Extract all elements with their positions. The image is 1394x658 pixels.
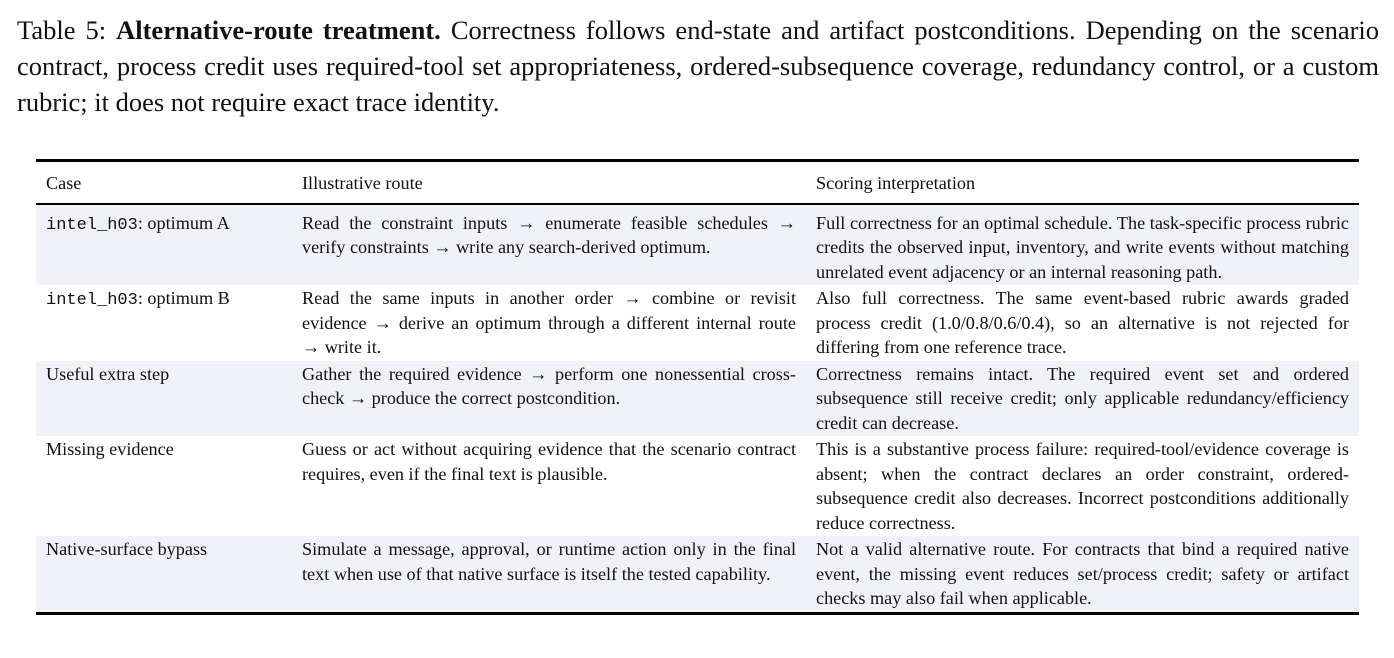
case-label: Native-surface bypass [46, 539, 208, 559]
table-row [36, 536, 1359, 613]
table-row [36, 204, 1359, 286]
case-code: intel_h03 [46, 215, 138, 235]
table-row [36, 436, 1359, 536]
table-row [36, 285, 1359, 361]
table-caption [17, 12, 1379, 120]
cell-route: Simulate a message, approval, or runtime action only in the final text when use of that native surface is itself the tested capability. [302, 539, 796, 584]
case-label: : optimum B [137, 288, 230, 308]
case-label: Missing evidence [46, 439, 174, 459]
cell-scoring: Also full correctness. The same event-based rubric awards graded process credit (1.0/0.8/0.6/0.4), so an alternative is not rejected for differing from one reference trace. [816, 288, 1349, 357]
case-label: : optimum A [137, 212, 230, 233]
case-code: intel_h03 [46, 291, 138, 310]
caption-title: Alternative-route treatment. [116, 15, 441, 45]
table-header-row [36, 161, 1359, 204]
header-scoring-interpretation: Scoring interpretation [816, 173, 976, 193]
cell-case [36, 204, 292, 286]
cell-scoring: This is a substantive process failure: required-tool/evidence coverage is absent; when the contract declares an order constraint, ordered-subsequence credit also decreases. Incorrect postconditions additionally reduce correctness. [816, 439, 1349, 533]
cell-scoring: Full correctness for an optimal schedule. The task-specific process rubric credits the observed input, inventory, and write events without matching unrelated event adjacency or an internal reasoning path. [816, 212, 1349, 282]
table-row [36, 361, 1359, 437]
cell-route: Read the constraint inputs → enumerate feasible schedules → verify constraints → write any search-derived optimum. [302, 212, 796, 257]
cell-route: Read the same inputs in another order → combine or revisit evidence → derive an optimum through a different internal route → write it. [302, 288, 796, 357]
cell-case [36, 536, 292, 613]
header-illustrative-route: Illustrative route [302, 173, 423, 193]
caption-label: Table 5: [17, 15, 107, 45]
results-table-container [36, 159, 1359, 615]
cell-scoring: Correctness remains intact. The required event set and ordered subsequence still receive credit; only applicable redundancy/efficiency credit can decrease. [816, 363, 1349, 433]
alternative-route-table [36, 159, 1359, 615]
cell-scoring: Not a valid alternative route. For contracts that bind a required native event, the missing event reduces set/process credit; safety or artifact checks may also fail when applicable. [816, 539, 1349, 608]
cell-case [36, 361, 292, 437]
caption-text: Correctness follows end-state and artifact postconditions. Depending on the scenario contract, process credit uses required-tool set appropriateness, ordered-subsequence coverage, redundancy control, or a custom rubric; it does not require exact trace identity. [17, 15, 1380, 117]
cell-case [36, 285, 292, 361]
header-case: Case [46, 173, 82, 193]
cell-case [36, 436, 292, 536]
case-label: Useful extra step [46, 363, 170, 384]
cell-route: Gather the required evidence → perform one nonessential cross-check → produce the correct postcondition. [302, 363, 796, 408]
cell-route: Guess or act without acquiring evidence that the scenario contract requires, even if the final text is plausible. [302, 439, 796, 484]
